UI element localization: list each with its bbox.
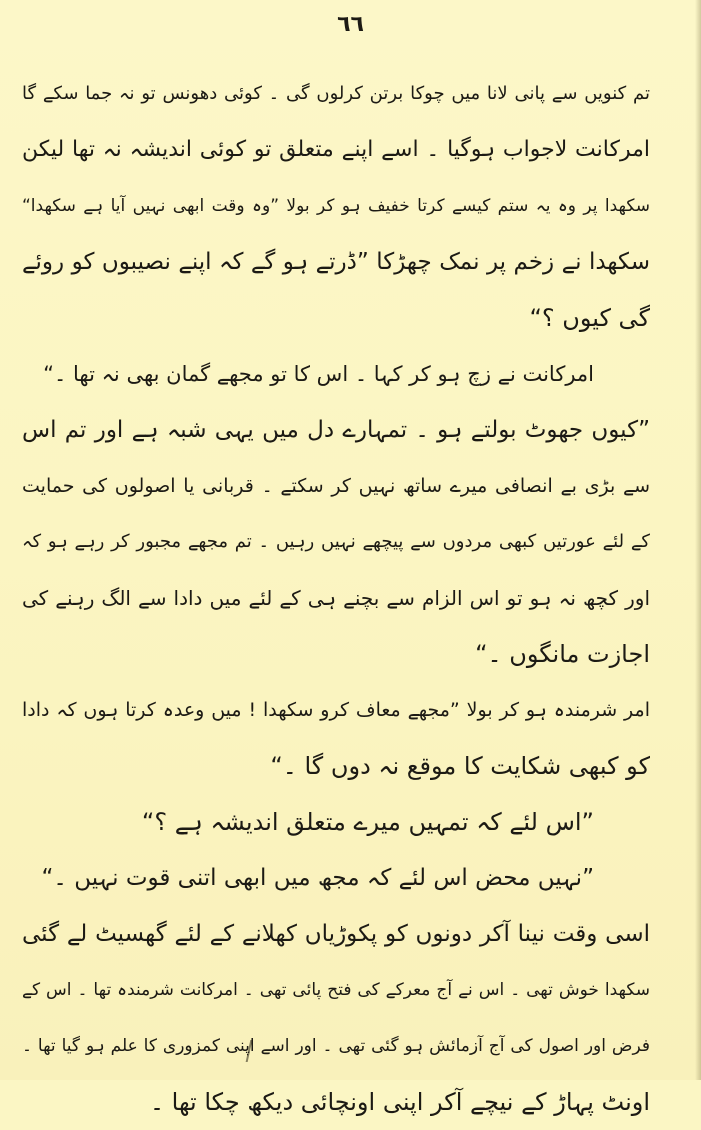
page-edge-shadow <box>695 0 701 1080</box>
text-line-11: اجازت مانگوں ۔“ <box>475 640 650 668</box>
text-line-13: کو کبھی شکایت کا موقع نہ دوں گا ۔“ <box>270 752 650 780</box>
text-line-18: فرض اور اصول کی آج آزمائش ہو گئی تھی ۔ اور اسے اپنی کمزوری کا علم ہو گیا تھا ۔ <box>22 1036 650 1056</box>
text-line-14: ”اس لئے کہ تمہیں میرے متعلق اندیشہ ہے ؟“ <box>141 808 594 836</box>
text-line-4: سکھدا نے زخم پر نمک چھڑکا ”ڈرتے ہو گے کہ اپنے نصیبوں کو روئے <box>22 249 650 275</box>
text-line-19: اونٹ پہاڑ کے نیچے آکر اپنی اونچائی دیکھ چکا تھا ۔ <box>149 1088 650 1116</box>
text-line-1: تم کنویں سے پانی لانا میں چوکا برتن کرلوں گی ۔ کوئی دھونس تو نہ جما سکے گا <box>22 83 650 104</box>
page-number: ٦٦ <box>337 12 364 37</box>
text-line-6: امرکانت نے زچ ہو کر کہا ۔ اس کا تو مجھے گمان بھی نہ تھا ۔“ <box>43 362 594 386</box>
text-line-8: سے بڑی بے انصافی میرے ساتھ نہیں کر سکتے ۔ قربانی یا اصولوں کی حمایت <box>22 475 650 497</box>
text-line-7: ”کیوں جھوٹ بولتے ہو ۔ تمہارے دل میں یہی شبہ ہے اور تم اس <box>22 417 650 443</box>
text-line-3: سکھدا پر وہ یہ ستم کیسے کرتا خفیف ہو کر بولا ”وہ وقت ابھی نہیں آیا ہے سکھدا“ <box>22 196 650 216</box>
text-line-17: سکھدا خوش تھی ۔ اس نے آج معرکے کی فتح پائی تھی ۔ امرکانت شرمندہ تھا ۔ اس کے <box>22 980 650 1000</box>
text-line-10: اور کچھ نہ ہو تو اس الزام سے بچنے ہی کے لئے میں دادا سے الگ رہنے کی <box>22 586 650 610</box>
page-text-block <box>22 66 650 1130</box>
text-line-12: امر شرمندہ ہو کر بولا ”مجھے معاف کرو سکھدا ! میں وعدہ کرتا ہوں کہ دادا <box>22 699 650 721</box>
text-line-16: اسی وقت نینا آکر دونوں کو پکوڑیاں کھلانے کے لئے گھسیٹ لے گئی <box>22 921 650 947</box>
text-line-5: گی کیوں ؟“ <box>529 304 650 332</box>
text-line-2: امرکانت لاجواب ہوگیا ۔ اسے اپنے متعلق تو کوئی اندیشہ نہ تھا لیکن <box>22 137 650 162</box>
text-line-15: ”نہیں محض اس لئے کہ مجھ میں ابھی اتنی قوت نہیں ۔“ <box>41 865 594 891</box>
text-line-9: کے لئے عورتیں کبھی مردوں سے پیچھے نہیں رہیں ۔ تم مجھے مجبور کر رہے ہو کہ <box>22 531 650 552</box>
